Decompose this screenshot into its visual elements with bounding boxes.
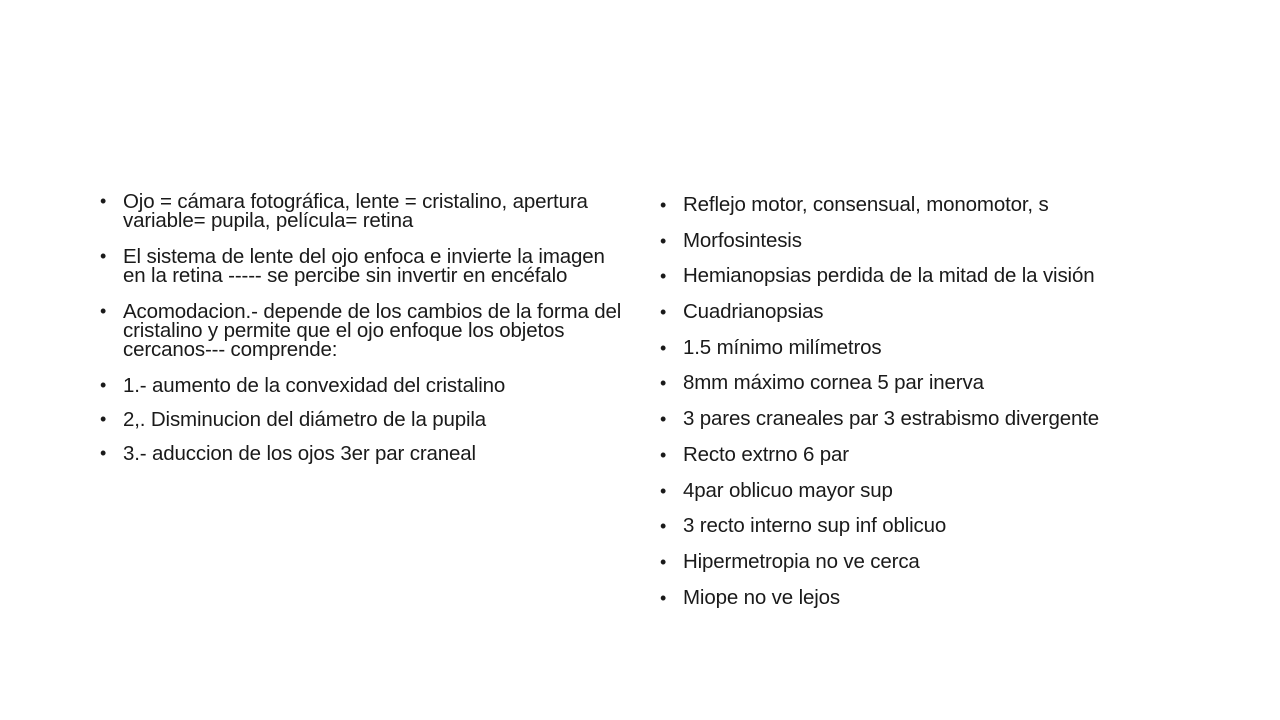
list-item-text: 2,. Disminucion del diámetro de la pupila [123, 408, 487, 431]
bullet-icon: • [660, 230, 667, 251]
list-item [660, 585, 1220, 611]
list-item [660, 478, 1220, 504]
bullet-icon: • [100, 191, 107, 211]
bullet-icon: • [100, 409, 107, 429]
list-item-text: 3 pares craneales par 3 estrabismo divergente [683, 407, 1100, 431]
list-item [100, 247, 625, 285]
bullet-icon: • [660, 266, 667, 287]
list-item [100, 302, 625, 359]
list-item [100, 410, 625, 429]
left-bullet-list [100, 192, 625, 478]
bullet-icon: • [660, 516, 667, 537]
list-item-text: Recto extrno 6 par [683, 442, 849, 466]
list-item [660, 228, 1220, 254]
bullet-icon: • [660, 444, 667, 465]
list-item [660, 299, 1220, 325]
list-item-text: Reflejo motor, consensual, monomotor, s [683, 193, 1049, 216]
list-item [660, 370, 1220, 396]
list-item [660, 549, 1220, 575]
list-item-text: Morfosintesis [683, 228, 802, 252]
list-item-text: 3.- aduccion de los ojos 3er par craneal [123, 442, 476, 465]
list-item-text: 8mm máximo cornea 5 par inerva [683, 371, 984, 395]
list-item-text: Hipermetropia no ve cerca [683, 549, 920, 573]
list-item-text: 3 recto interno sup inf oblicuo [683, 514, 947, 538]
list-item [660, 442, 1220, 468]
bullet-icon: • [100, 375, 107, 395]
list-item [660, 192, 1220, 218]
right-bullet-list [660, 192, 1220, 620]
list-item [660, 263, 1220, 289]
bullet-icon: • [660, 195, 667, 215]
list-item-text: 1.5 mínimo milímetros [683, 335, 882, 359]
list-item [100, 192, 625, 230]
list-item [660, 406, 1220, 432]
bullet-icon: • [660, 373, 667, 394]
list-item-text: 4par oblicuo mayor sup [683, 478, 893, 502]
bullet-icon: • [660, 480, 667, 501]
list-item [660, 335, 1220, 361]
list-item [660, 513, 1220, 539]
bullet-icon: • [100, 246, 107, 266]
list-item-text: 1.- aumento de la convexidad del cristalino [123, 374, 506, 397]
bullet-icon: • [660, 409, 667, 430]
list-item-text: El sistema de lente del ojo enfoca e invierte la imagen en la retina ----- se percibe sin invertir en encéfalo [123, 245, 605, 287]
bullet-icon: • [660, 587, 667, 608]
bullet-icon: • [660, 302, 667, 323]
bullet-icon: • [100, 301, 107, 321]
list-item [100, 376, 625, 395]
list-item-text: Cuadrianopsias [683, 300, 824, 324]
list-item-text: Acomodacion.- depende de los cambios de la forma del cristalino y permite que el ojo enfoque los objetos cercanos--- comprende: [123, 300, 622, 361]
list-item-text: Hemianopsias perdida de la mitad de la visión [683, 264, 1095, 288]
bullet-icon: • [660, 551, 667, 572]
bullet-icon: • [100, 443, 107, 463]
list-item-text: Miope no ve lejos [683, 585, 840, 609]
bullet-icon: • [660, 337, 667, 358]
list-item [100, 444, 625, 463]
list-item-text: Ojo = cámara fotográfica, lente = cristalino, apertura variable= pupila, película= retina [123, 190, 588, 232]
